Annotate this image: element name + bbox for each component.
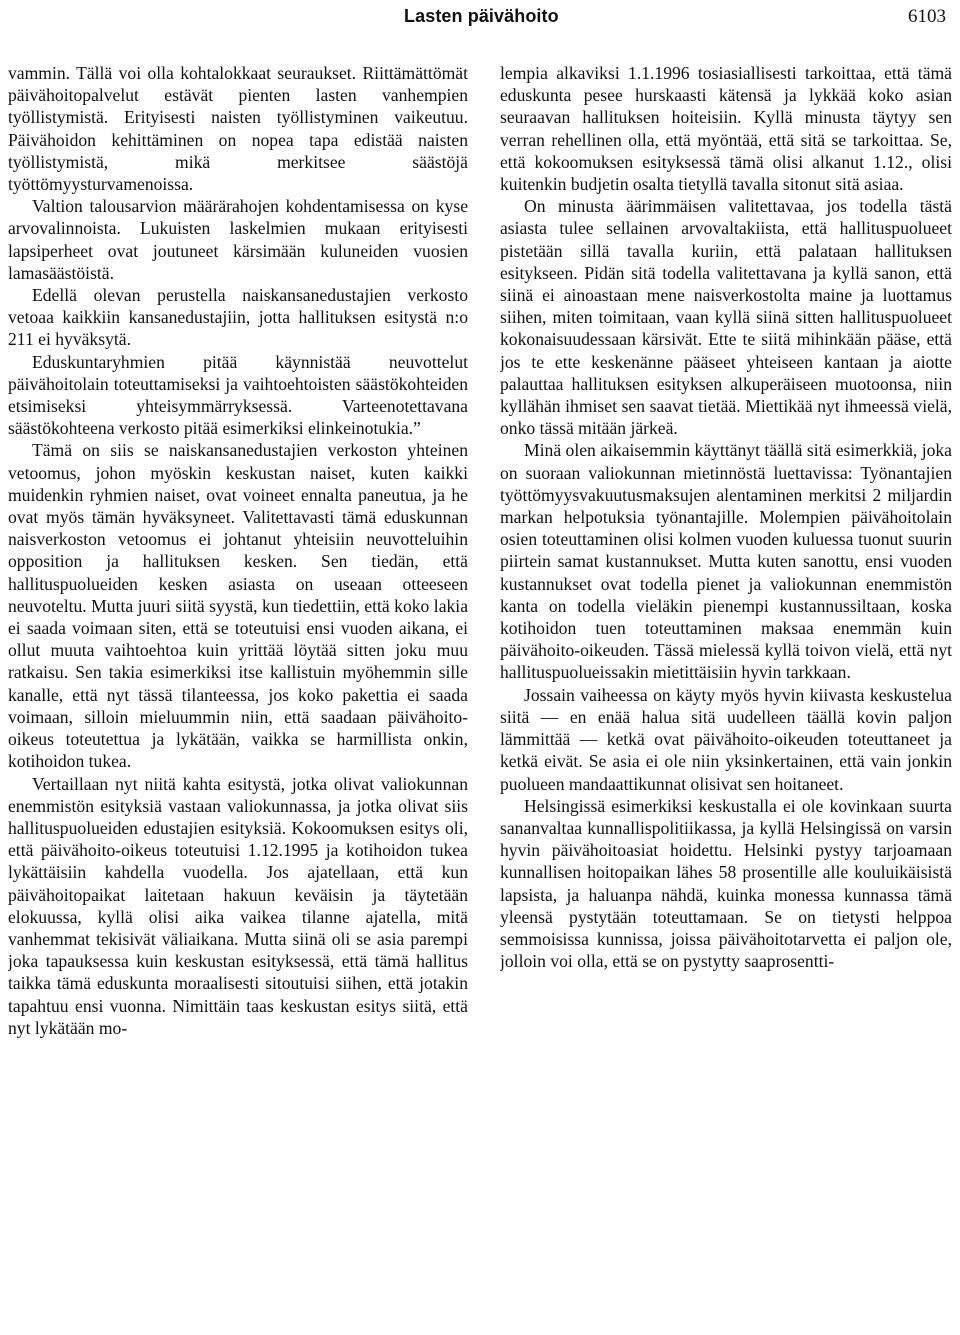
paragraph: vammin. Tällä voi olla kohtalokkaat seuraukset. Riittämättömät päivähoitopalvelut estävät pienten lasten vanhempien työllistymistä. Erityisesti naisten työllistyminen vaikeutuu. Päivähoidon kehittäminen on nopea tapa edistää naisten työllistymistä, mikä merkitsee säästöjä työttömyysturvamenoissa. xyxy=(8,63,468,195)
page-number: 6103 xyxy=(908,6,946,27)
paragraph: Jossain vaiheessa on käyty myös hyvin kiivasta keskustelua siitä — en enää halua sitä uudelleen täällä kovin paljon lämmittää — ketkä ovat päivähoito-oikeuden toteuttaneet ja ketkä eivät. Se asia ei ole niin yksinkertainen, että vain jonkin puolueen mandaattikunnat olisivat sen hoitaneet. xyxy=(500,684,952,794)
page-header xyxy=(0,6,960,32)
paragraph: Minä olen aikaisemmin käyttänyt täällä sitä esimerkkiä, joka on suoraan valiokunnan mietinnöstä luettavissa: Työnantajien työttömyysvakuutusmaksujen alentaminen merkitsi 2 miljardin markan helpotuksia työnantajille. Molempien päivähoitolain osien toteuttaminen olisi kolmen vuoden kuluessa tuonut suurin piirtein samat kustannukset. Mutta kuten sanottu, ensi vuoden kustannukset ovat todella pienet ja valiokunnan enemmistön kanta on todella vieläkin pienempi kustannussiltaan, koska kotihoidon tuen toteuttaminen maksaa enemmän kuin päivähoito-oikeuden. Tässä mielessä kyllä toivon vielä, että nyt hallituspuolueissakin mietittäisiin hyvin tarkkaan. xyxy=(500,440,952,683)
paragraph: Valtion talousarvion määrärahojen kohdentamisessa on kyse arvovalinnoista. Lukuisten laskelmien mukaan erityisesti lapsiperheet ovat joutuneet kärsimään kuluneiden vuosien lamasäästöistä. xyxy=(8,196,468,283)
paragraph: Eduskuntaryhmien pitää käynnistää neuvottelut päivähoitolain toteuttamiseksi ja vaihtoehtoisten säästökohteiden etsimiseksi yhteisymmärryksessä. Varteenotettavana säästökohteena verkosto pitää esimerkiksi elinkeinotukia.” xyxy=(8,351,468,439)
paragraph: Edellä olevan perustella naiskansanedustajien verkosto vetoaa kaikkiin kansanedustajiin, jotta hallituksen esitystä n:o 211 ei hyväksytä. xyxy=(8,285,468,350)
right-column xyxy=(500,62,952,1332)
paragraph: Helsingissä esimerkiksi keskustalla ei ole kovinkaan suurta sananvaltaa kunnallispolitiikassa, ja kyllä Helsingissä on varsin hyvin päivähoitoasiat hoidettu. Helsinki pystyy tarjoamaan kunnallisen hoitopaikan lähes 58 prosentille alle kouluikäisistä lapsista, ja haluanpa nähdä, kuinka monessa kunnassa tämä yleensä pystytään toteuttamaan. Se on tietysti helppoa semmoisissa kunnissa, joissa päivähoitotarvetta ei paljon ole, jolloin voi olla, että se on pystytty saaprosentti- xyxy=(500,795,952,972)
paragraph: Tämä on siis se naiskansanedustajien verkoston yhteinen vetoomus, johon myöskin keskustan naiset, kuten kaikki muidenkin ryhmien naiset, ovat voineet ennalta paneutua, ja he ovat myös tämän hyväksyneet. Valitettavasti tämä eduskunnan naisverkoston vetoomus ei johtanut yhteisiin neuvotteluihin opposition ja hallituksen kesken. Sen tiedän, että hallituspuolueiden kesken asiasta on useaan otteeseen neuvoteltu. Mutta juuri siitä syystä, kun tiedettiin, että koko lakia ei saada voimaan siten, että se toteutuisi ensi vuoden aikana, ei ollut muuta vaihtoehtoa kuin yrittää löytää sitten joku muu ratkaisu. Sen takia esimerkiksi itse kallistuin myöhemmin sille kanalle, että nyt tässä tilanteessa, jos koko pakettia ei saada voimaan, silloin mieluummin niin, että saadaan päivähoito-oikeus toteutettua ja lykätään, vaikka se harmillista onkin, kotihoidon tukea. xyxy=(8,440,468,772)
paragraph: Vertaillaan nyt niitä kahta esitystä, jotka olivat valiokunnan enemmistön esityksiä vastaan valiokunnassa, ja jotka olivat siis hallituspuolueiden edustajien esityksiä. Kokoomuksen esitys oli, että päivähoito-oikeus toteutuisi 1.12.1995 ja kotihoidon tukea lykättäisiin kahdella vuodella. Jos ajatellaan, että kun päivähoitopaikat laitetaan hakuun keväisin ja täytetään elokuussa, kyllä olisi aika vaikea tilanne ajatella, mitä vanhemmat tekisivät väliaikana. Mutta siinä oli se asia parempi joka tapauksessa kuin keskustan esityksessä, että tämä hallitus taikka tämä eduskunta moraalisesti sitoutuisi siihen, että jotakin tapahtuu ensi vuonna. Nimittäin taas keskustan esitys siitä, että nyt lykätään mo- xyxy=(8,773,468,1038)
left-column xyxy=(8,62,468,1332)
paragraph: lempia alkaviksi 1.1.1996 tosiasiallisesti tarkoittaa, että tämä eduskunta pesee hurskaasti kätensä ja lykkää koko asian seuraavan hallituksen hoiteisiin. Kyllä minusta täytyy sen verran rehellinen olla, että myöntää, että sitä se tarkoittaa. Se, että kokoomuksen esityksessä tämä olisi alkanut 1.12., olisi kuitenkin budjetin osalta tietyllä tavalla sitonut sitä asiaa. xyxy=(500,63,952,195)
paragraph: On minusta äärimmäisen valitettavaa, jos todella tästä asiasta tulee sellainen arvovaltakiista, että hallituspuolueet pistetään sillä tavalla kuriin, että palataan hallituksen esitykseen. Pidän sitä todella valitettavana ja kyllä sanon, että siinä ei ainoastaan mene naisverkostolta maine ja luottamus siihen, miten toimitaan, vaan kyllä siinä sitten hallituspuolueet kokonaisuudessaan kärsivät. Ette te siitä mihinkään pääse, että jos te ette keskenänne pääseet yhteiseen kantaan ja aiotte palauttaa hallituksen esityksen alkuperäiseen muotoonsa, niin kyllähän ihmiset sen saavat tietää. Miettikää nyt ihmeessä vielä, onko tässä mitään järkeä. xyxy=(500,196,952,439)
running-title: Lasten päivähoito xyxy=(404,6,559,26)
